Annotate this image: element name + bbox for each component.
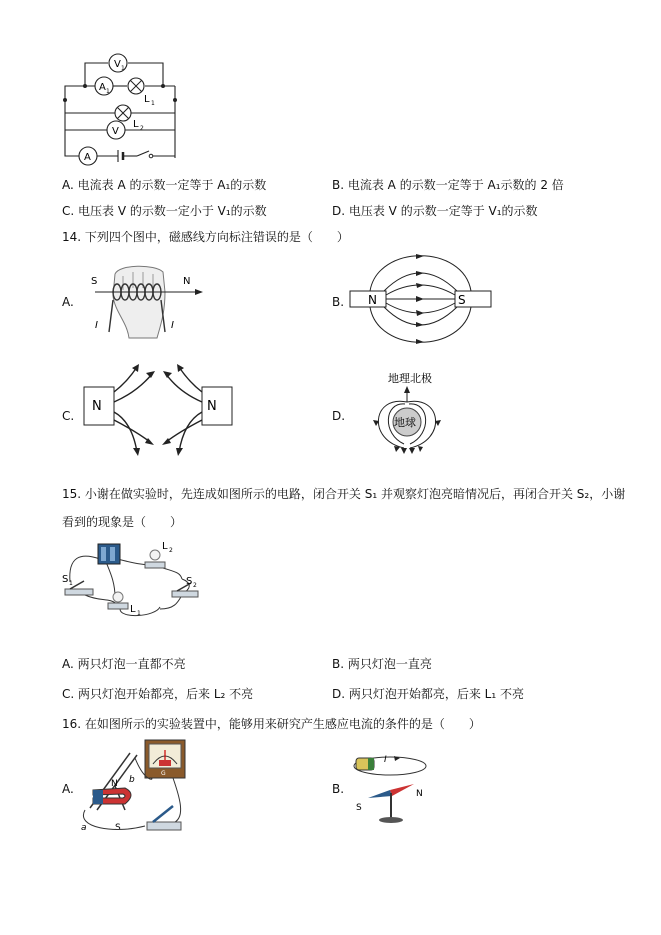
q16-fig-a-induction-apparatus (75, 738, 200, 838)
svg-text:地球: 地球 (394, 416, 416, 429)
svg-text:L: L (144, 94, 150, 105)
svg-text:G: G (161, 770, 166, 777)
svg-text:S: S (91, 276, 98, 287)
svg-text:1: 1 (69, 580, 73, 587)
q13-option-c[interactable]: C. 电压表 V 的示数一定小于 V₁的示数 (62, 204, 267, 218)
svg-text:b: b (129, 775, 135, 785)
q14-stem: 14. 下列四个图中，磁感线方向标注错误的是（ ） (62, 230, 349, 244)
svg-text:S: S (115, 823, 121, 833)
q14-option-b-label[interactable]: B. (332, 295, 345, 309)
svg-text:2: 2 (140, 125, 144, 132)
svg-text:V: V (114, 59, 121, 70)
q14-fig-c-like-poles (82, 362, 237, 462)
q14-option-a-label[interactable]: A. (62, 295, 74, 309)
q15-circuit-figure (60, 537, 205, 622)
svg-text:N: N (368, 293, 377, 307)
q15-stem-line1: 15. 小谢在做实验时，先连成如图所示的电路，闭合开关 S₁ 并观察灯泡亮暗情况后，再闭合开关 S₂，小谢 (62, 487, 626, 501)
q15-stem-line2: 看到的现象是（ ） (62, 515, 183, 529)
q14-fig-b-bar-magnets (348, 250, 493, 350)
a-meter (79, 147, 97, 165)
q16-option-a-label[interactable]: A. (62, 782, 74, 796)
svg-text:A: A (84, 152, 91, 163)
q15-option-d[interactable]: D. 两只灯泡开始都亮，后来 L₁ 不亮 (332, 687, 524, 701)
q13-option-a[interactable]: A. 电流表 A 的示数一定等于 A₁的示数 (62, 178, 267, 192)
svg-text:a: a (81, 823, 87, 833)
svg-text:N: N (416, 789, 423, 799)
svg-text:S: S (356, 803, 362, 813)
svg-text:1: 1 (121, 65, 125, 72)
svg-text:I: I (171, 320, 174, 331)
svg-text:2: 2 (169, 547, 173, 554)
svg-text:S: S (62, 574, 69, 585)
svg-text:L: L (133, 119, 139, 130)
svg-text:A: A (99, 82, 106, 93)
svg-text:N: N (207, 399, 217, 414)
q14-fig-d-earth-field (362, 370, 452, 460)
svg-text:S: S (458, 293, 466, 307)
svg-text:L: L (162, 541, 168, 552)
v-meter (107, 121, 125, 139)
svg-text:I: I (384, 755, 387, 765)
a1-meter (95, 77, 113, 95)
svg-text:地理北极: 地理北极 (388, 372, 432, 385)
q15-option-a[interactable]: A. 两只灯泡一直都不亮 (62, 657, 186, 671)
q13-option-d[interactable]: D. 电压表 V 的示数一定等于 V₁的示数 (332, 204, 538, 218)
svg-text:N: N (183, 276, 191, 287)
v1-meter (109, 54, 127, 72)
svg-text:1: 1 (151, 100, 155, 107)
svg-text:L: L (130, 604, 136, 615)
svg-text:N: N (111, 779, 118, 789)
svg-text:1: 1 (106, 88, 110, 95)
l1-lamp (128, 78, 155, 107)
svg-text:N: N (92, 399, 102, 414)
svg-text:V: V (112, 126, 119, 137)
svg-text:2: 2 (193, 582, 197, 589)
svg-text:I: I (95, 320, 98, 331)
q14-fig-a-solenoid (85, 262, 210, 342)
q16-option-b-label[interactable]: B. (332, 782, 345, 796)
q16-fig-b-oersted (350, 748, 440, 828)
svg-text:S: S (186, 576, 193, 587)
q15-option-c[interactable]: C. 两只灯泡开始都亮，后来 L₂ 不亮 (62, 687, 254, 701)
q13-circuit-figure (55, 48, 185, 168)
q16-stem: 16. 在如图所示的实验装置中，能够用来研究产生感应电流的条件的是（ ） (62, 717, 481, 731)
q14-option-c-label[interactable]: C. (62, 409, 75, 423)
svg-text:1: 1 (137, 610, 141, 617)
q15-option-b[interactable]: B. 两只灯泡一直亮 (332, 657, 432, 671)
q14-option-d-label[interactable]: D. (332, 409, 346, 423)
q13-option-b[interactable]: B. 电流表 A 的示数一定等于 A₁示数的 2 倍 (332, 178, 564, 192)
